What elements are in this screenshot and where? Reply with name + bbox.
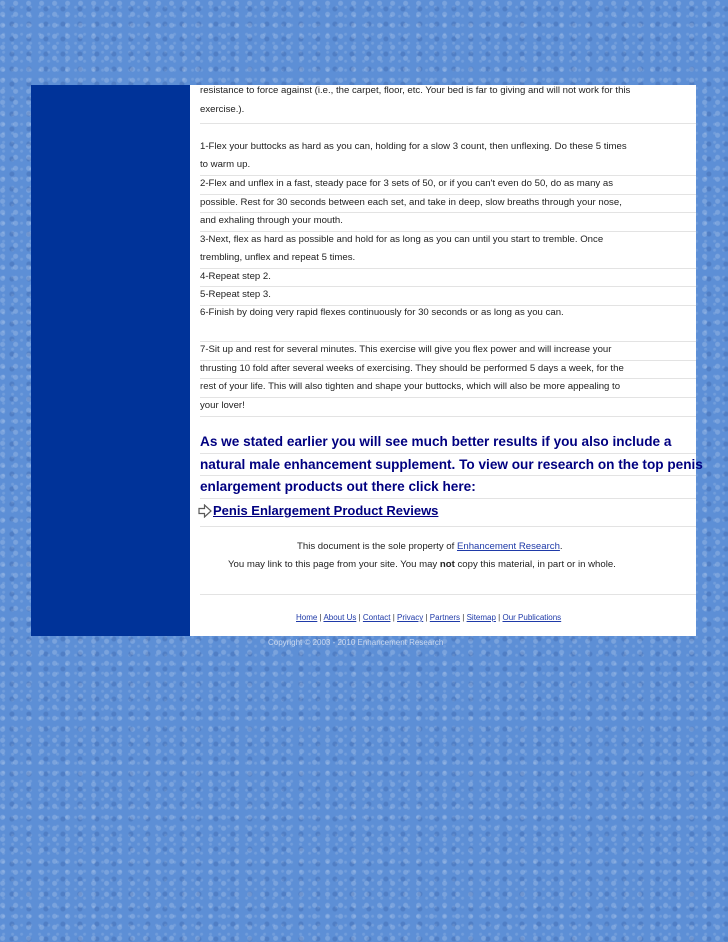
footer-separator: | xyxy=(319,613,322,622)
divider xyxy=(200,378,696,379)
paragraph-line: your lover! xyxy=(200,400,245,411)
footer-separator: | xyxy=(358,613,361,622)
footer-link-contact[interactable]: Contact xyxy=(362,613,391,622)
footer-separator: | xyxy=(392,613,395,622)
footer-separator: | xyxy=(462,613,465,622)
footer-separator: | xyxy=(498,613,501,622)
footer-link-about-us[interactable]: About Us xyxy=(323,613,357,622)
paragraph-line: exercise.). xyxy=(200,104,245,115)
divider xyxy=(200,268,696,269)
paragraph-line: to warm up. xyxy=(200,159,251,170)
paragraph-line: and exhaling through your mouth. xyxy=(200,215,343,226)
paragraph-line: 7-Sit up and rest for several minutes. This exercise will give you flex power and will increase your xyxy=(200,344,612,355)
enhancement-research-link[interactable]: Enhancement Research xyxy=(456,541,560,552)
divider xyxy=(200,341,696,342)
footer-link-our-publications[interactable]: Our Publications xyxy=(502,613,562,622)
promo-headline-line: natural male enhancement supplement. To view our research on the top penis xyxy=(200,457,703,472)
footer-separator: | xyxy=(425,613,428,622)
paragraph-line: trembling, unflex and repeat 5 times. xyxy=(200,252,356,263)
promo-headline-line: As we stated earlier you will see much better results if you also include a xyxy=(200,434,672,449)
divider xyxy=(200,416,696,417)
divider xyxy=(200,212,696,213)
paragraph-line: 6-Finish by doing very rapid flexes continuously for 30 seconds or as long as you can. xyxy=(200,307,564,318)
divider xyxy=(200,594,696,595)
paragraph-line: 4-Repeat step 2. xyxy=(200,271,271,282)
promo-headline-line: enlargement products out there click here: xyxy=(200,479,476,494)
divider xyxy=(200,526,696,527)
paragraph-line: 3-Next, flex as hard as possible and hold for as long as you can until you start to tremble. Once xyxy=(200,234,604,245)
divider xyxy=(200,194,696,195)
paragraph-line: 5-Repeat step 3. xyxy=(200,289,271,300)
paragraph-line: 1-Flex your buttocks as hard as you can, holding for a slow 3 count, then unflexing. Do these 5 times xyxy=(200,141,627,152)
divider xyxy=(200,475,696,476)
left-sidebar xyxy=(31,85,190,636)
arrow-right-icon xyxy=(198,504,212,518)
divider xyxy=(200,286,696,287)
copyright-text: Copyright © 2003 - 2010 Enhancement Research xyxy=(268,638,444,647)
paragraph-line: rest of your life. This will also tighten and shape your buttocks, which will also be more appealing to xyxy=(200,381,621,392)
divider xyxy=(200,305,696,306)
footer-link-partners[interactable]: Partners xyxy=(429,613,461,622)
paragraph-line: resistance to force against (i.e., the carpet, floor, etc. Your bed is far to giving and will not work for this xyxy=(200,85,631,96)
paragraph-line: 2-Flex and unflex in a fast, steady pace for 3 sets of 50, or if you can't even do 50, do as many as xyxy=(200,178,613,189)
review-link[interactable]: Penis Enlargement Product Reviews xyxy=(213,503,439,518)
footer-link-sitemap[interactable]: Sitemap xyxy=(466,613,496,622)
footer-link-home[interactable]: Home xyxy=(296,613,318,622)
footer-nav xyxy=(296,613,561,622)
divider xyxy=(200,397,696,398)
divider xyxy=(200,175,696,176)
paragraph-line: possible. Rest for 30 seconds between each set, and take in deep, slow breaths through your nose, xyxy=(200,197,622,208)
copy-notice: You may link to this page from your site. You may not copy this material, in part or in whole. xyxy=(228,559,616,570)
paragraph-line: thrusting 10 fold after several weeks of exercising. They should be performed 5 days a week, for the xyxy=(200,363,624,374)
ownership-notice: This document is the sole property of Enhancement Research. xyxy=(297,541,563,552)
footer-link-privacy[interactable]: Privacy xyxy=(397,613,424,622)
divider xyxy=(200,498,696,499)
divider xyxy=(200,453,696,454)
content-panel xyxy=(190,85,703,636)
divider xyxy=(200,360,696,361)
divider xyxy=(200,123,696,124)
divider xyxy=(200,231,696,232)
